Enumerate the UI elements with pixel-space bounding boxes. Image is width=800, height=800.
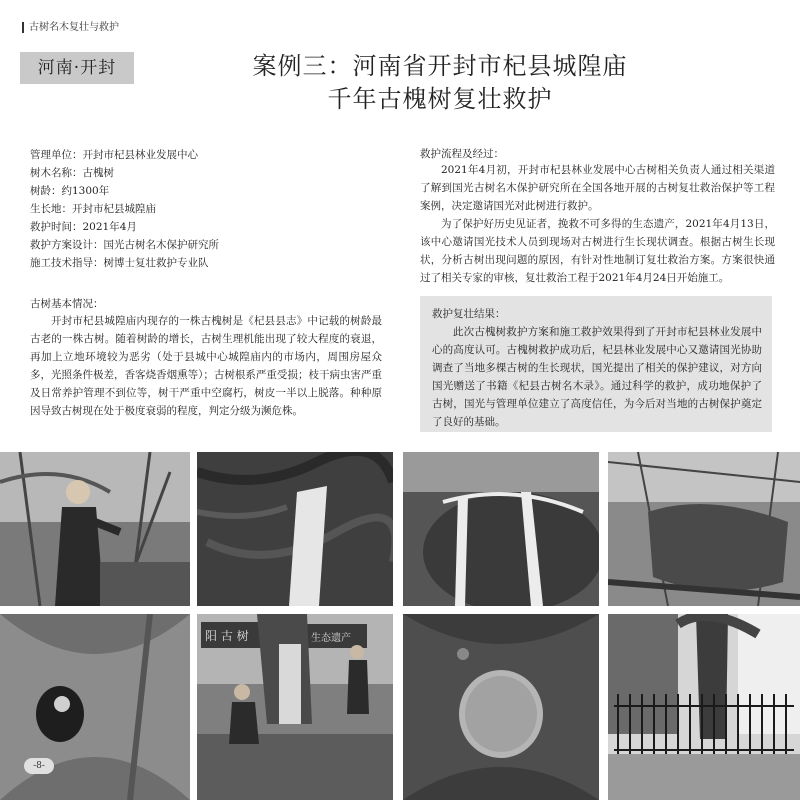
title-line-1: 案例三：河南省开封市杞县城隍庙	[252, 52, 628, 80]
photo-trunk-bark	[197, 452, 393, 606]
info-design: 救护方案设计：国光古树名木保护研究所	[30, 239, 219, 251]
result-body: 此次古槐树救护方案和施工救护效果得到了开封市杞县林业发展中心的高度认可。古槐树救护成功后，杞县林业发展中心又邀请国光协助调查了当地多棵古树的生长现状，国光提出了相关的保护建议，对方向国光赠送了书籍《杞县古树名木录》。通过科学的救护，成功地保护了古树，国光与管理单位建立了高度信任，为今后对当地的古树保护奠定了良好的基础。	[432, 326, 762, 428]
header	[0, 0, 800, 40]
info-tree-age: 树龄：约1300年	[30, 185, 110, 197]
photo-filled-cavity	[403, 614, 599, 800]
running-head: 古树名木复壮与救护	[22, 22, 119, 33]
photo-trunk-straps	[403, 452, 599, 606]
process-paragraph-2: 为了保护好历史见证者，挽救不可多得的生态遗产，2021年4月13日，该中心邀请国光技术人员到现场对古树进行生长现状调查。根据古树生长现状，分析古树出现问题的原因，有针对性地制订复壮救治方案。方案很快通过了相关专家的审核，复壮救治工程于2021年4月24日开始施工。	[420, 218, 775, 284]
basic-situation-body: 开封市杞县城隍庙内现存的一株古槐树是《杞县县志》中记载的树龄最古老的一株古树。随着树龄的增长，古树生理机能出现了较大程度的衰退，再加上立地环境较为恶劣（处于县城中心城隍庙内的市场内，周围房屋众多，光照条件极差，香客烧香烟熏等）；古树根系严重受损；枝干病虫害严重及日常养护管理不到位等，树干严重中空腐朽，树皮一半以上脱落。种种原因导致古树现在处于极度衰弱的程度，判定分级为濒危株。	[30, 315, 382, 417]
photo-fenced-tree	[608, 614, 800, 800]
photo-worker-inspecting	[0, 452, 190, 606]
process-paragraph-1: 2021年4月初，开封市杞县林业发展中心古树相关负责人通过相关渠道了解到国光古树名木保护研究所在全国各地开展的古树复壮救治保护等工程案例，决定邀请国光对此树进行救护。	[420, 164, 775, 212]
process-title: 救护流程及经过：	[420, 148, 504, 160]
info-block	[30, 146, 219, 272]
info-management: 管理单位：开封市杞县林业发展中心	[30, 149, 198, 161]
photo-sign-left: 阳 古 树	[205, 629, 249, 643]
title-line-2: 千年古槐树复壮救护	[327, 85, 553, 113]
page-number: -8-	[24, 758, 54, 774]
result-title: 救护复壮结果：	[432, 308, 506, 320]
info-tree-name: 树木名称：古槐树	[30, 167, 114, 179]
photo-sign-right: 生态遗产	[311, 633, 351, 644]
info-location: 生长地：开封市杞县城隍庙	[30, 203, 156, 215]
photo-workers-digging	[197, 614, 393, 800]
region-tag: 河南·开封	[20, 52, 134, 84]
page-title	[170, 50, 710, 116]
photo-trunk-scaffold	[608, 452, 800, 606]
result-box	[420, 296, 772, 432]
process-body	[420, 161, 775, 287]
info-time: 救护时间：2021年4月	[30, 221, 137, 233]
info-guidance: 施工技术指导：树博士复壮救护专业队	[30, 257, 209, 269]
basic-situation-title: 古树基本情况：	[30, 298, 104, 310]
